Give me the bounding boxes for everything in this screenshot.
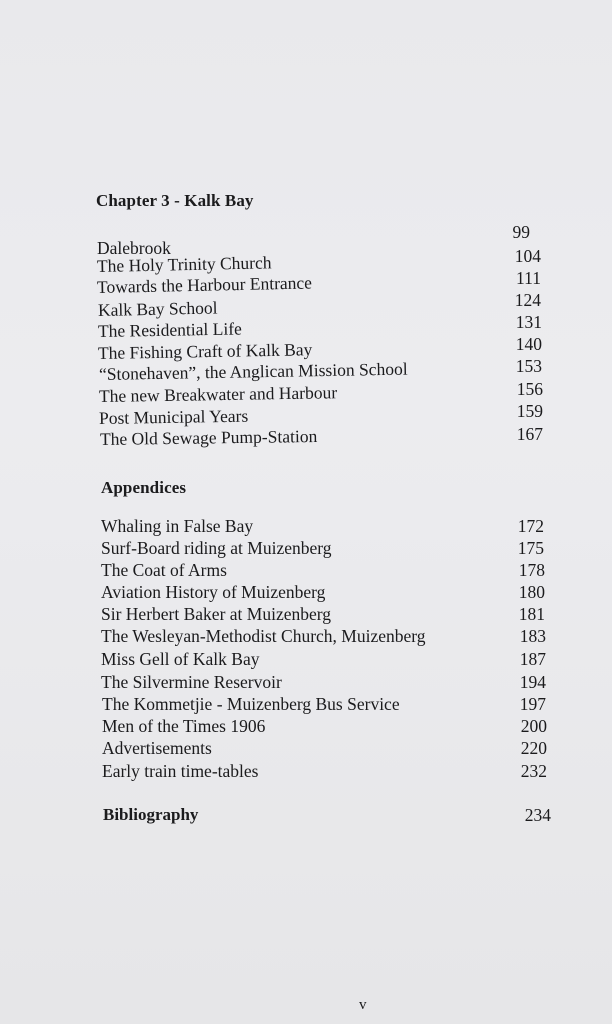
bibliography-heading: Bibliography <box>103 805 199 824</box>
page-folio: v <box>359 997 367 1013</box>
toc-title: The Wesleyan-Methodist Church, Muizenberg <box>101 626 426 646</box>
chapter-3-heading: Chapter 3 - Kalk Bay <box>96 191 254 210</box>
bibliography-entry <box>0 805 612 827</box>
toc-page-number: 187 <box>519 649 546 669</box>
toc-title: The Residential Life <box>97 318 242 341</box>
toc-title: The Old Sewage Pump-Station <box>99 425 318 449</box>
toc-title: The Fishing Craft of Kalk Bay <box>97 339 313 363</box>
toc-title: Whaling in False Bay <box>101 516 254 536</box>
toc-entry <box>0 649 612 671</box>
toc-page-number: 183 <box>519 626 546 646</box>
toc-entry <box>0 672 612 694</box>
toc-page-number: 156 <box>516 379 543 399</box>
toc-entry <box>0 626 612 648</box>
toc-page-number: 131 <box>515 312 542 332</box>
toc-title: The Silvermine Reservoir <box>101 672 282 692</box>
toc-page-number: 178 <box>518 560 545 580</box>
toc-entry <box>0 560 612 582</box>
toc-entry <box>0 582 612 604</box>
toc-entry <box>0 425 612 451</box>
toc-page-number: 159 <box>516 401 543 421</box>
toc-page-number: 180 <box>518 582 545 602</box>
toc-page-number: 194 <box>519 672 546 692</box>
toc-page-number: 140 <box>515 334 542 354</box>
toc-entry <box>0 604 612 626</box>
toc-entry <box>0 761 612 783</box>
toc-title: Early train time-tables <box>102 761 259 781</box>
toc-entry <box>0 538 612 560</box>
toc-title: Kalk Bay School <box>97 297 218 320</box>
toc-title: The Kommetjie - Muizenberg Bus Service <box>102 694 400 714</box>
toc-page-number: 175 <box>517 538 544 558</box>
toc-title: The new Breakwater and Harbour <box>98 382 338 406</box>
toc-title: Miss Gell of Kalk Bay <box>101 649 260 669</box>
toc-entry <box>0 516 612 538</box>
toc-title: Towards the Harbour Entrance <box>96 272 313 297</box>
toc-title: “Stonehaven”, the Anglican Mission School <box>98 358 408 384</box>
toc-page-number: 104 <box>514 246 541 266</box>
toc-page-number: 220 <box>520 738 547 758</box>
appendices-heading: Appendices <box>101 478 187 497</box>
toc-entry <box>0 694 612 716</box>
toc-page-number: 111 <box>516 268 541 288</box>
toc-entry <box>0 716 612 738</box>
toc-page-number: 200 <box>520 716 547 736</box>
toc-page-number: 167 <box>516 424 543 444</box>
toc-entry <box>0 738 612 760</box>
toc-page-number: 234 <box>524 805 551 825</box>
toc-page-number: 153 <box>515 356 542 376</box>
toc-page-number: 232 <box>520 761 547 781</box>
toc-page-number: 172 <box>517 516 544 536</box>
toc-title: Advertisements <box>102 738 212 758</box>
toc-title: Sir Herbert Baker at Muizenberg <box>101 604 332 624</box>
toc-title: The Holy Trinity Church <box>96 252 272 276</box>
toc-title: Post Municipal Years <box>98 405 249 428</box>
toc-page-number: 181 <box>518 604 545 624</box>
toc-title: The Coat of Arms <box>101 560 227 580</box>
toc-title: Men of the Times 1906 <box>102 716 266 736</box>
toc-title: Surf-Board riding at Muizenberg <box>101 538 332 558</box>
toc-title: Aviation History of Muizenberg <box>101 582 326 602</box>
toc-page-number: 124 <box>514 290 541 310</box>
toc-page-number: 197 <box>519 694 546 714</box>
toc-page-number: 99 <box>512 222 530 242</box>
toc-title: Dalebrook <box>97 238 171 258</box>
